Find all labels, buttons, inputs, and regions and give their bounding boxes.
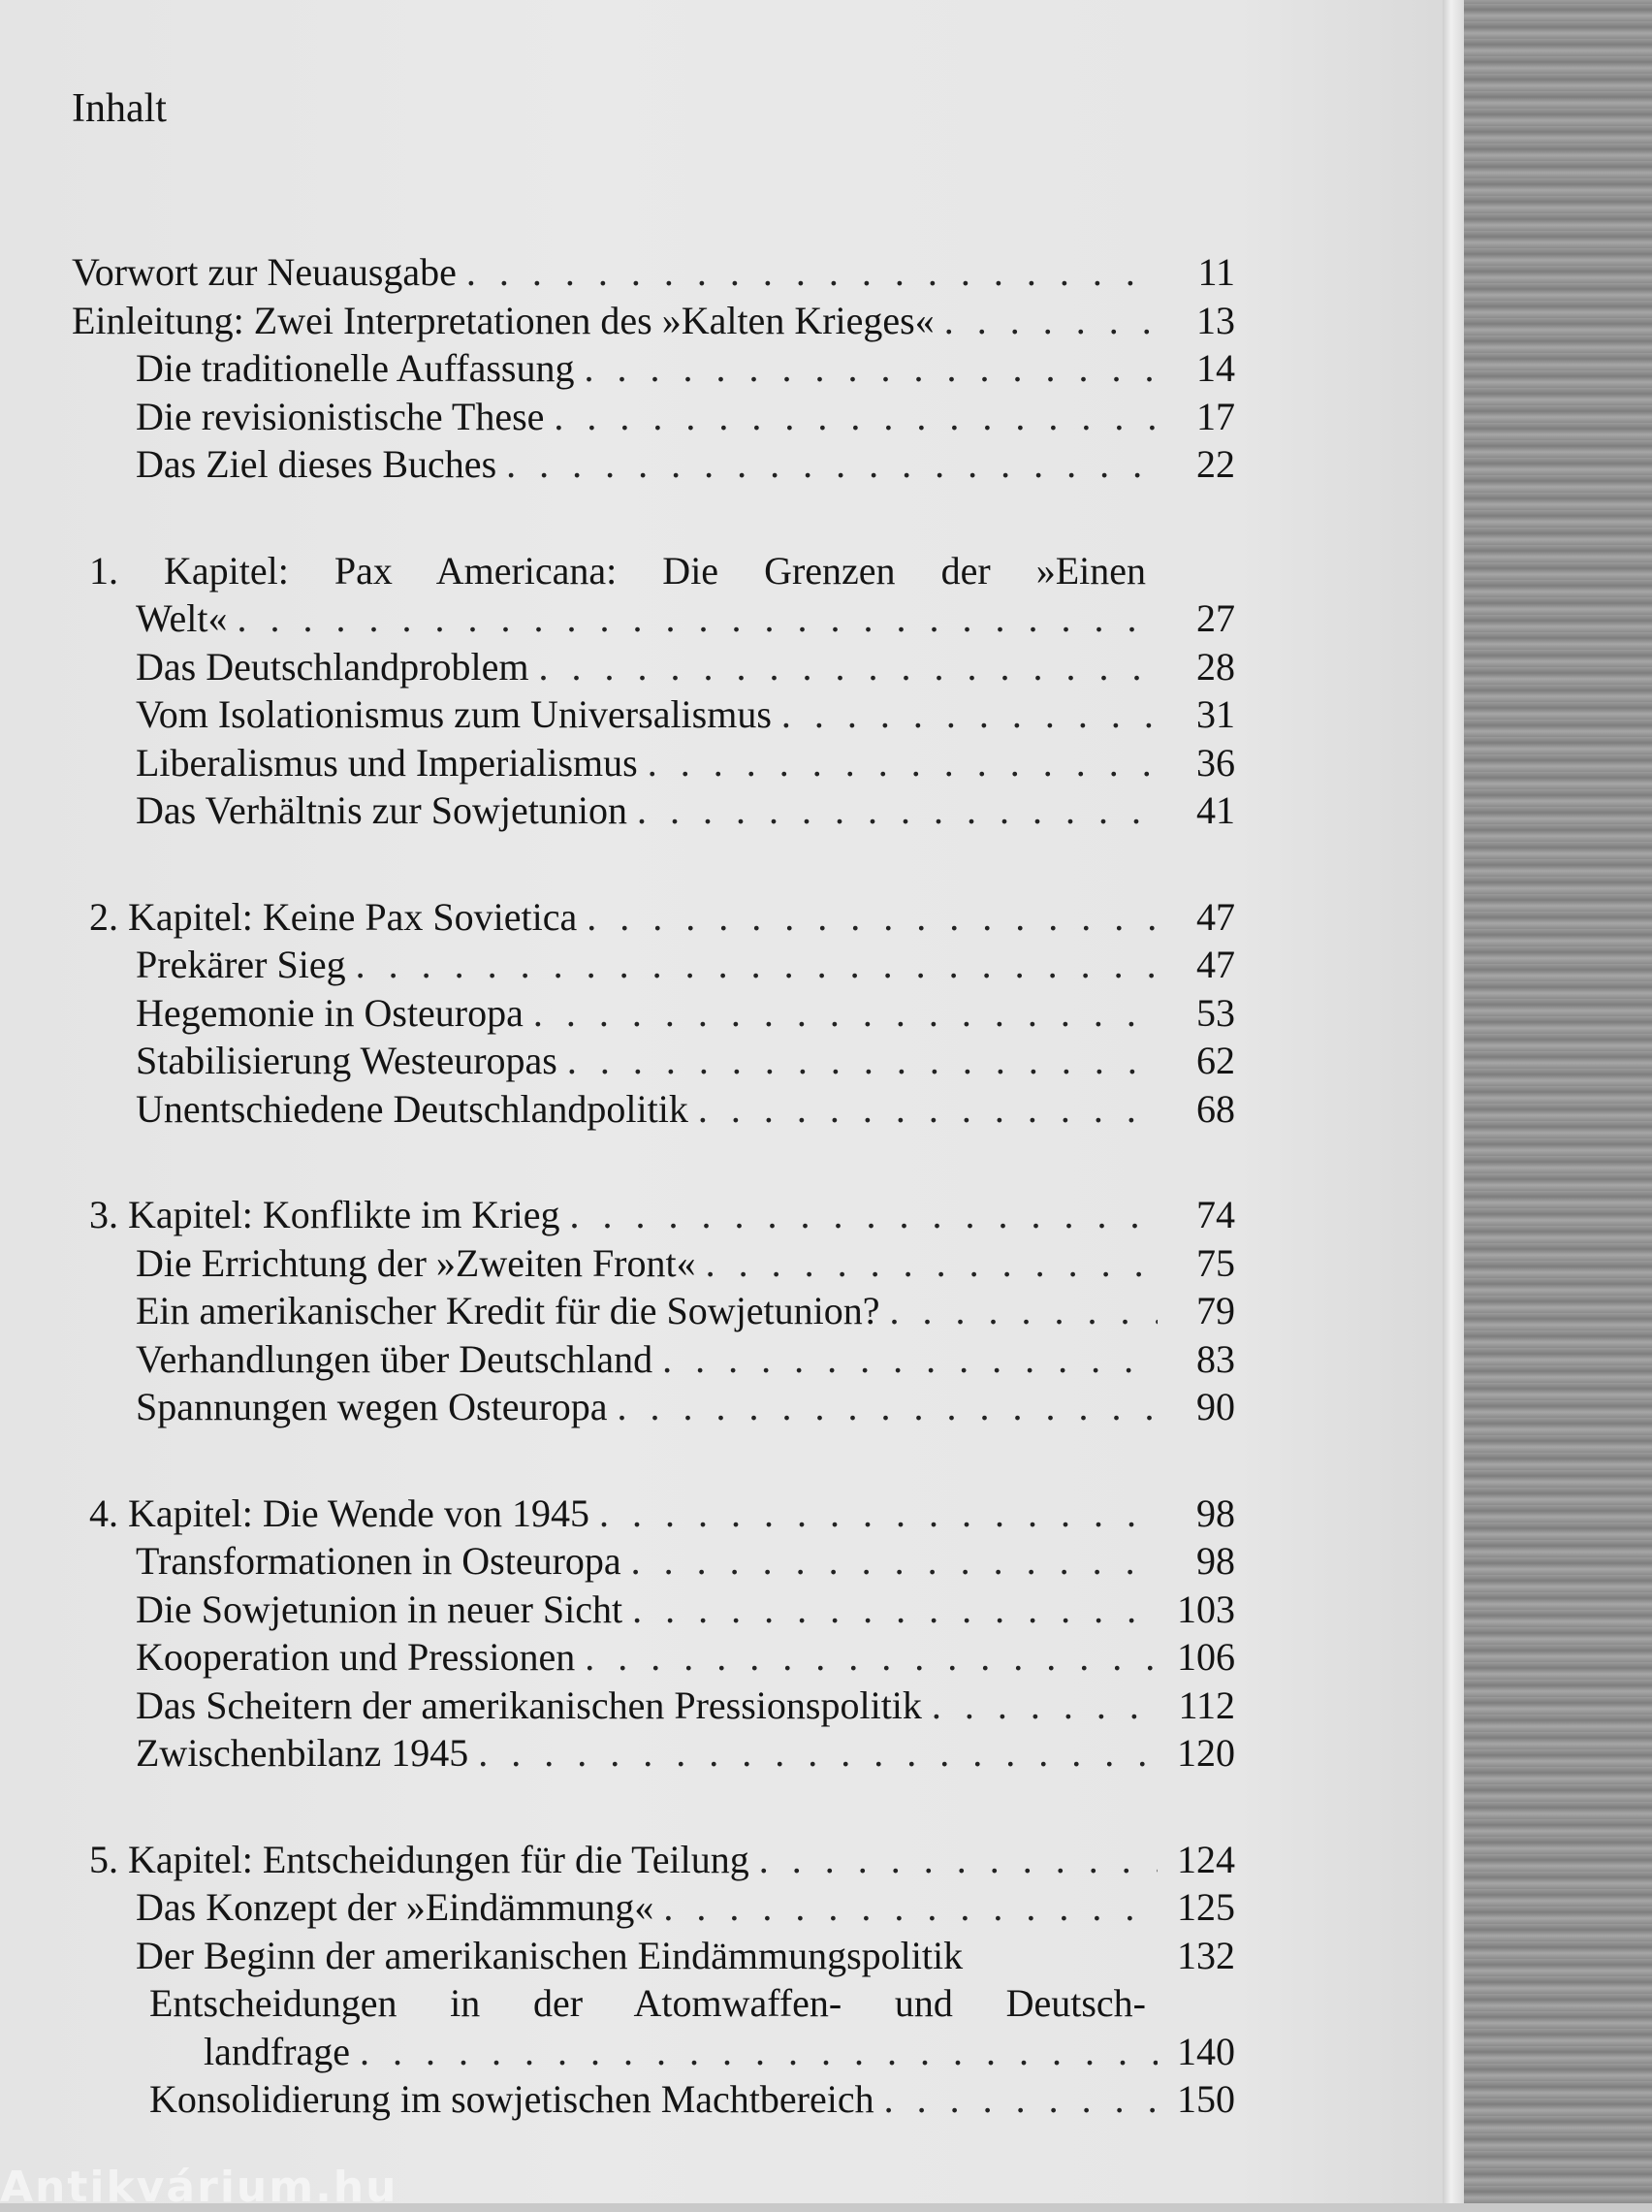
toc-entry: Konsolidierung im sowjetischen Machtbereich . . . 150 bbox=[72, 2075, 1235, 2124]
toc-entry: Zwischenbilanz 1945 . . . 120 bbox=[72, 1729, 1235, 1778]
toc-entry: Stabilisierung Westeuropas . . . 62 bbox=[72, 1037, 1235, 1085]
front-matter-section bbox=[72, 248, 1235, 489]
chapter-2-section bbox=[72, 893, 1235, 1134]
toc-entry: Der Beginn der amerikanischen Eindämmungspolitik 132 bbox=[136, 1933, 1235, 1977]
toc-entry: Vorwort zur Neuausgabe . . . 11 bbox=[72, 248, 1235, 297]
toc-title: Inhalt bbox=[72, 86, 167, 131]
chapter-1-section bbox=[72, 547, 1235, 835]
page-edge bbox=[1443, 0, 1464, 2203]
chapter-heading: 2. Kapitel: Keine Pax Sovietica . . . 47 bbox=[72, 893, 1235, 942]
toc-entry: Die Errichtung der »Zweiten Front« . . . 75 bbox=[72, 1239, 1235, 1288]
toc-entry: Einleitung: Zwei Interpretationen des »Kalten Krieges« . . . 13 bbox=[72, 297, 1235, 345]
chapter-heading-continued: Welt« . . . 27 bbox=[72, 594, 1235, 643]
toc-entry: Kooperation und Pressionen . . . 106 bbox=[72, 1633, 1235, 1682]
toc-entry: Die traditionelle Auffassung . . . 14 bbox=[72, 344, 1235, 393]
chapter-heading: 3. Kapitel: Konflikte im Krieg . . . 74 bbox=[72, 1191, 1235, 1239]
toc-entry: Transformationen in Osteuropa . . . 98 bbox=[72, 1537, 1235, 1586]
toc-entry: Die revisionistische These . . . 17 bbox=[72, 393, 1235, 441]
background-surface bbox=[1464, 0, 1652, 2203]
toc-entry: Hegemonie in Osteuropa . . . 53 bbox=[72, 989, 1235, 1038]
toc-entry: Liberalismus und Imperialismus . . . 36 bbox=[72, 739, 1235, 787]
toc-entry: Spannungen wegen Osteuropa . . . 90 bbox=[72, 1383, 1235, 1431]
toc-entry-split-line2: landfrage . . . 140 bbox=[72, 2028, 1235, 2076]
watermark-text: Antikvárium.hu bbox=[0, 2163, 398, 2212]
toc-entry: Das Konzept der »Eindämmung« . . . 125 bbox=[72, 1883, 1235, 1932]
toc-entry: Ein amerikanischer Kredit für die Sowjetunion? . . . 79 bbox=[72, 1287, 1235, 1335]
toc-entry: Das Deutschlandproblem . . . 28 bbox=[72, 643, 1235, 691]
chapter-4-section bbox=[72, 1490, 1235, 1778]
toc-entry: Prekärer Sieg . . . 47 bbox=[72, 941, 1235, 989]
toc-entry: Die Sowjetunion in neuer Sicht . . . 103 bbox=[72, 1586, 1235, 1634]
toc-entry: Verhandlungen über Deutschland . . . 83 bbox=[72, 1335, 1235, 1384]
toc-entry: Das Ziel dieses Buches . . . 22 bbox=[72, 440, 1235, 489]
chapter-heading: 5. Kapitel: Entscheidungen für die Teilung . . . 124 bbox=[72, 1836, 1235, 1884]
toc-entry: Das Scheitern der amerikanischen Pressionspolitik . . . 112 bbox=[72, 1682, 1235, 1730]
table-of-contents bbox=[72, 85, 1235, 2124]
chapter-heading: 4. Kapitel: Die Wende von 1945 . . . 98 bbox=[72, 1490, 1235, 1538]
chapter-5-section bbox=[72, 1836, 1235, 2124]
toc-entry: Das Verhältnis zur Sowjetunion . . . 41 bbox=[72, 786, 1235, 835]
toc-entry-split-line1: Entscheidungen in der Atomwaffen- und Deutsch- bbox=[149, 1981, 1146, 2025]
toc-entry: Vom Isolationismus zum Universalismus . . . 31 bbox=[72, 690, 1235, 739]
chapter-heading: 1. Kapitel: Pax Americana: Die Grenzen der »Einen bbox=[89, 548, 1146, 593]
chapter-3-section bbox=[72, 1191, 1235, 1431]
toc-entry: Unentschiedene Deutschlandpolitik . . . 68 bbox=[72, 1085, 1235, 1134]
